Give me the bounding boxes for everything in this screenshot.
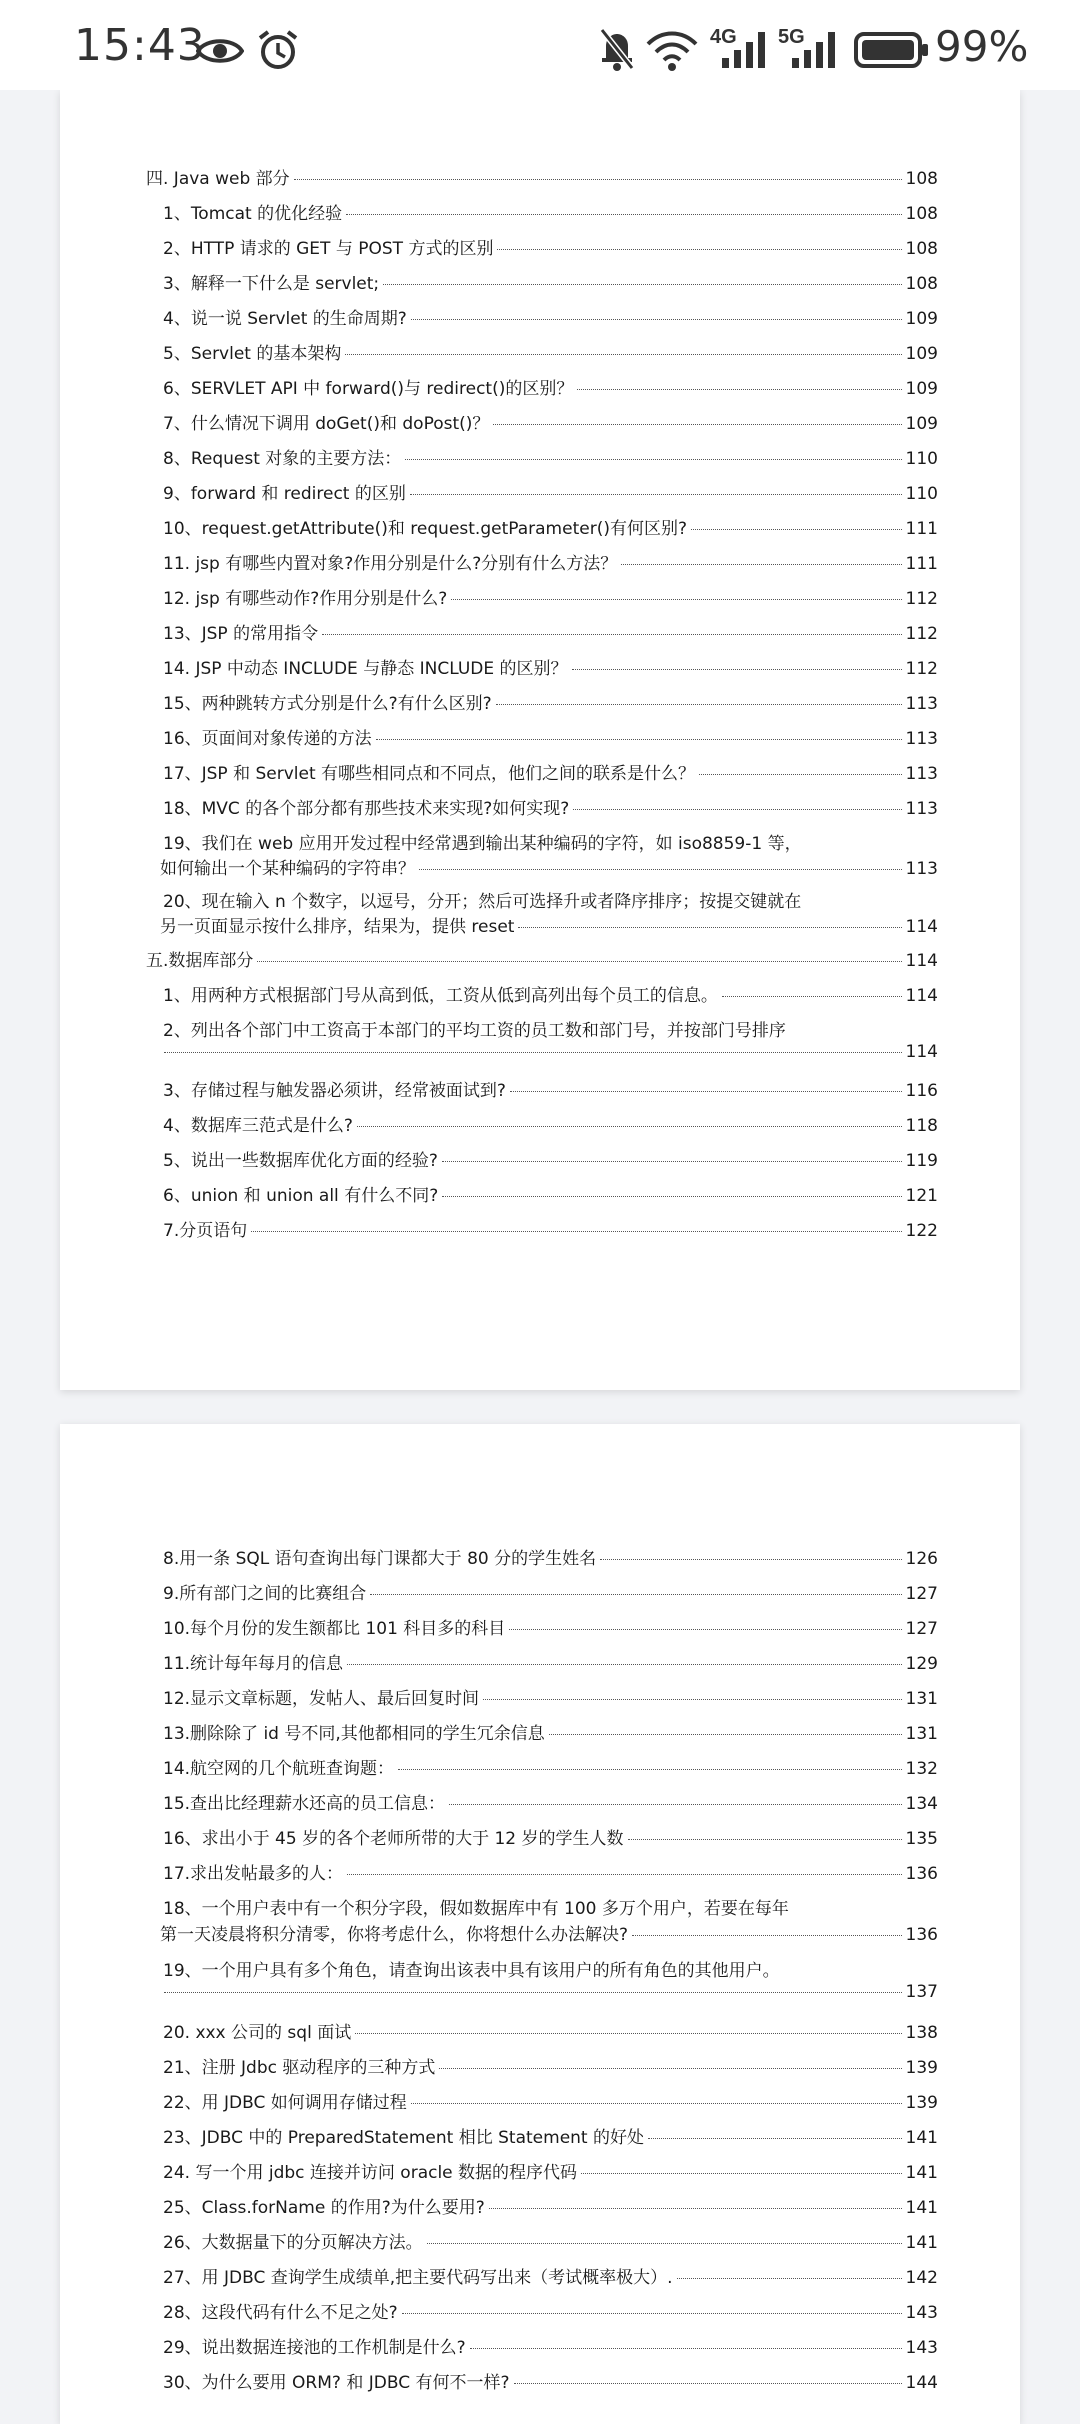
toc-entry[interactable] — [160, 854, 938, 879]
toc-leader-dots — [514, 2383, 902, 2384]
toc-entry-text: 21、注册 Jdbc 驱动程序的三种方式 — [163, 2058, 436, 2078]
toc-leader-dots — [410, 494, 902, 495]
toc-entry-text: 7、什么情况下调用 doGet()和 doPost()？ — [163, 414, 490, 434]
toc-leader-dots — [549, 1734, 902, 1735]
toc-entry[interactable] — [163, 2158, 938, 2183]
toc-page-number: 108 — [905, 169, 938, 189]
toc-entry-text: 14. JSP 中动态 INCLUDE 与静态 INCLUDE 的区别？ — [163, 659, 568, 679]
toc-entry-text: 四. Java web 部分 — [146, 169, 290, 189]
toc-leader-dots — [251, 1231, 901, 1232]
toc-page-number: 134 — [905, 1794, 938, 1814]
toc-page-number: 122 — [905, 1221, 938, 1241]
toc-entry[interactable] — [163, 1824, 938, 1849]
toc-entry-text: 15.查出比经理薪水还高的员工信息： — [163, 1794, 446, 1814]
toc-entry[interactable] — [163, 1146, 938, 1171]
toc-leader-dots — [345, 354, 901, 355]
toc-leader-dots — [699, 774, 902, 775]
toc-entry[interactable] — [163, 724, 938, 749]
toc-entry[interactable] — [163, 549, 938, 574]
toc-entry[interactable] — [163, 689, 938, 714]
toc-leader-dots — [470, 2348, 902, 2349]
toc-page-number: 144 — [905, 2373, 938, 2393]
toc-leader-dots — [427, 2243, 902, 2244]
toc-page-number: 114 — [905, 951, 938, 971]
document-page-1 — [60, 90, 1020, 1390]
toc-page-number: 114 — [905, 986, 938, 1006]
toc-entry-text: 19、我们在 web 应用开发过程中经常遇到输出某种编码的字符，如 iso8859-1 等， — [163, 834, 802, 854]
toc-leader-dots — [722, 996, 902, 997]
toc-entry[interactable] — [163, 2298, 938, 2323]
toc-entry[interactable] — [163, 1859, 938, 1884]
toc-leader-dots — [442, 1161, 902, 1162]
toc-entry-text: 3、存储过程与触发器必须讲，经常被面试到? — [163, 1081, 506, 1101]
toc-entry-text: 9、forward 和 redirect 的区别 — [163, 484, 406, 504]
toc-leader-dots — [451, 599, 901, 600]
toc-entry-text: 23、JDBC 中的 PreparedStatement 相比 Statement 的好处 — [163, 2128, 645, 2148]
toc-entry[interactable] — [163, 654, 938, 679]
toc-page-number: 136 — [905, 1864, 938, 1884]
battery-icon — [854, 32, 930, 68]
toc-page-number: 108 — [905, 274, 938, 294]
toc-page-number: 142 — [905, 2268, 938, 2288]
toc-entry[interactable] — [163, 199, 938, 224]
toc-entry-text: 4、说一说 Servlet 的生命周期? — [163, 309, 407, 329]
toc-leader-dots — [442, 1196, 901, 1197]
toc-entry-text: 1、Tomcat 的优化经验 — [163, 204, 343, 224]
toc-entry-text: 18、一个用户表中有一个积分字段，假如数据库中有 100 多万个用户，若要在每年 — [163, 1899, 789, 1919]
toc-leader-dots — [628, 1839, 902, 1840]
status-bar — [0, 0, 1080, 90]
toc-entry-text: 12. jsp 有哪些动作?作用分别是什么? — [163, 589, 448, 609]
toc-entry[interactable] — [163, 1649, 938, 1674]
toc-entry-text: 29、说出数据连接池的工作机制是什么? — [163, 2338, 466, 2358]
toc-entry[interactable] — [163, 2018, 938, 2043]
toc-leader-dots — [648, 2138, 902, 2139]
toc-page-number: 131 — [905, 1724, 938, 1744]
toc-page-number: 111 — [905, 519, 938, 539]
toc-page-number: 108 — [905, 204, 938, 224]
signal-5g-icon — [790, 30, 840, 70]
toc-entry[interactable] — [163, 794, 938, 819]
toc-leader-dots — [370, 1594, 901, 1595]
toc-page-number: 112 — [905, 659, 938, 679]
toc-leader-dots — [347, 1664, 902, 1665]
toc-page-number: 109 — [905, 344, 938, 364]
toc-entry-text: 6、SERVLET API 中 forward()与 redirect()的区别？ — [163, 379, 574, 399]
toc-entry-text: 12.显示文章标题，发帖人、最后回复时间 — [163, 1689, 480, 1709]
toc-entry-text: 五.数据库部分 — [146, 951, 254, 971]
toc-page-number: 109 — [905, 414, 938, 434]
toc-page-number: 136 — [905, 1925, 938, 1945]
toc-entry-text: 18、MVC 的各个部分都有那些技术来实现?如何实现? — [163, 799, 570, 819]
toc-entry[interactable] — [163, 2193, 938, 2218]
toc-entry-text: 13、JSP 的常用指令 — [163, 624, 319, 644]
toc-entry[interactable] — [160, 1042, 938, 1062]
toc-page-number: 141 — [905, 2198, 938, 2218]
toc-entry-text: 10、request.getAttribute()和 request.getParameter()有何区别? — [163, 519, 687, 539]
toc-leader-dots — [510, 1091, 902, 1092]
document-page-2 — [60, 1424, 1020, 2424]
toc-leader-dots — [572, 669, 902, 670]
toc-entry[interactable] — [163, 409, 938, 434]
toc-entry[interactable] — [163, 479, 938, 504]
toc-entry[interactable] — [160, 912, 938, 937]
toc-page-number: 110 — [905, 449, 938, 469]
toc-entry[interactable] — [163, 374, 938, 399]
toc-leader-dots — [600, 1559, 901, 1560]
toc-page-number: 110 — [905, 484, 938, 504]
toc-entry-text: 13.删除除了 id 号不同,其他都相同的学生冗余信息 — [163, 1724, 545, 1744]
toc-page-number: 141 — [905, 2233, 938, 2253]
toc-entry-text: 3、解释一下什么是 servlet; — [163, 274, 380, 294]
toc-entry[interactable] — [163, 619, 938, 644]
toc-entry-text: 16、求出小于 45 岁的各个老师所带的大于 12 岁的学生人数 — [163, 1829, 624, 1849]
toc-entry[interactable] — [163, 584, 938, 609]
toc-entry[interactable] — [163, 759, 938, 784]
toc-leader-dots — [294, 179, 902, 180]
toc-page-number: 108 — [905, 239, 938, 259]
toc-leader-dots — [347, 1874, 902, 1875]
toc-entry[interactable] — [163, 2368, 938, 2393]
toc-entry[interactable] — [163, 339, 938, 364]
toc-leader-dots — [489, 2208, 902, 2209]
toc-entry[interactable] — [163, 1111, 938, 1136]
toc-leader-dots — [493, 424, 901, 425]
toc-entry-text: 11. jsp 有哪些内置对象?作用分别是什么?分别有什么方法？ — [163, 554, 618, 574]
toc-entry-text: 8.用一条 SQL 语句查询出每门课都大于 80 分的学生姓名 — [163, 1549, 597, 1569]
toc-entry-text: 6、union 和 union all 有什么不同? — [163, 1186, 439, 1206]
toc-entry-text: 24. 写一个用 jdbc 连接并访问 oracle 数据的程序代码 — [163, 2163, 578, 2183]
toc-entry[interactable] — [163, 2123, 938, 2148]
toc-entry-text: 2、列出各个部门中工资高于本部门的平均工资的员工数和部门号，并按部门号排序 — [163, 1021, 786, 1041]
toc-entry[interactable] — [163, 1076, 938, 1101]
toc-page-number: 111 — [905, 554, 938, 574]
toc-leader-dots — [357, 1126, 902, 1127]
toc-entry-text: 11.统计每年每月的信息 — [163, 1654, 344, 1674]
toc-entry[interactable] — [163, 2228, 938, 2253]
toc-entry[interactable] — [163, 304, 938, 329]
status-time: 15:43 — [74, 20, 206, 71]
toc-leader-dots — [497, 249, 901, 250]
toc-page-number: 114 — [905, 1042, 938, 1062]
toc-page-number: 129 — [905, 1654, 938, 1674]
signal-4g-icon — [720, 30, 770, 70]
toc-page-number: 137 — [905, 1982, 938, 2002]
toc-leader-dots — [632, 1935, 902, 1936]
toc-leader-dots — [691, 529, 902, 530]
toc-leader-dots — [164, 1992, 902, 1993]
toc-leader-dots — [449, 1804, 902, 1805]
toc-entry-continuation: 第一天凌晨将积分清零，你将考虑什么，你将想什么办法解决? — [160, 1925, 629, 1945]
toc-page-number: 112 — [905, 589, 938, 609]
toc-entry-text: 8、Request 对象的主要方法： — [163, 449, 402, 469]
toc-leader-dots — [164, 1052, 902, 1053]
toc-entry[interactable] — [163, 1789, 938, 1814]
toc-entry[interactable] — [146, 164, 938, 189]
toc-leader-dots — [257, 961, 901, 962]
toc-entry-text: 17、JSP 和 Servlet 有哪些相同点和不同点，他们之间的联系是什么？ — [163, 764, 696, 784]
toc-leader-dots — [411, 319, 902, 320]
network-4g-label: 4G — [710, 26, 737, 48]
toc-entry[interactable] — [163, 2088, 938, 2113]
toc-entry-text: 17.求出发帖最多的人： — [163, 1864, 344, 1884]
toc-page-number: 113 — [905, 859, 938, 879]
toc-leader-dots — [577, 389, 901, 390]
toc-entry-text: 30、为什么要用 ORM? 和 JDBC 有何不一样? — [163, 2373, 510, 2393]
toc-entry[interactable] — [160, 1920, 938, 1945]
toc-page-number: 109 — [905, 309, 938, 329]
toc-page-number: 126 — [905, 1549, 938, 1569]
toc-leader-dots — [383, 284, 901, 285]
toc-entry-text: 10.每个月份的发生额都比 101 科目多的科目 — [163, 1619, 506, 1639]
toc-page-number: 114 — [905, 917, 938, 937]
toc-leader-dots — [405, 459, 901, 460]
toc-page-number: 113 — [905, 764, 938, 784]
toc-page-number: 143 — [905, 2338, 938, 2358]
toc-leader-dots — [439, 2068, 901, 2069]
toc-page-number: 141 — [905, 2128, 938, 2148]
toc-entry-text: 5、Servlet 的基本架构 — [163, 344, 342, 364]
toc-entry-text: 4、数据库三范式是什么? — [163, 1116, 353, 1136]
toc-page-number: 143 — [905, 2303, 938, 2323]
toc-leader-dots — [322, 634, 901, 635]
toc-entry-text: 2、HTTP 请求的 GET 与 POST 方式的区别 — [163, 239, 494, 259]
toc-entry[interactable] — [163, 1544, 938, 1569]
toc-page-number: 112 — [905, 624, 938, 644]
toc-entry[interactable] — [163, 1719, 938, 1744]
toc-page-number: 138 — [905, 2023, 938, 2043]
toc-leader-dots — [518, 927, 901, 928]
toc-entry-text: 15、两种跳转方式分别是什么?有什么区别? — [163, 694, 492, 714]
toc-leader-dots — [402, 2313, 902, 2314]
toc-leader-dots — [573, 809, 901, 810]
toc-page-number: 131 — [905, 1689, 938, 1709]
toc-entry[interactable] — [163, 1754, 938, 1779]
toc-entry[interactable] — [163, 514, 938, 539]
toc-entry-text: 22、用 JDBC 如何调用存储过程 — [163, 2093, 407, 2113]
toc-leader-dots — [346, 214, 901, 215]
toc-leader-dots — [483, 1699, 902, 1700]
toc-leader-dots — [581, 2173, 902, 2174]
eye-icon — [196, 34, 244, 68]
toc-entry-text: 20、现在输入 n 个数字，以逗号，分开；然后可选择升或者降序排序；按提交键就在 — [163, 892, 802, 912]
toc-entry-text: 26、大数据量下的分页解决方法。 — [163, 2233, 423, 2253]
toc-page-number: 139 — [905, 2058, 938, 2078]
toc-page-number: 132 — [905, 1759, 938, 1779]
toc-entry[interactable] — [163, 2053, 938, 2078]
toc-leader-dots — [398, 1769, 902, 1770]
toc-page-number: 127 — [905, 1584, 938, 1604]
network-5g-label: 5G — [778, 26, 805, 48]
toc-entry-text: 20. xxx 公司的 sql 面试 — [163, 2023, 352, 2043]
toc-entry[interactable] — [163, 269, 938, 294]
toc-entry-text: 16、页面间对象传递的方法 — [163, 729, 372, 749]
toc-page-number: 113 — [905, 799, 938, 819]
toc-leader-dots — [621, 564, 901, 565]
toc-entry[interactable] — [146, 946, 938, 971]
toc-entry[interactable] — [163, 1614, 938, 1639]
toc-entry-text: 7.分页语句 — [163, 1221, 248, 1241]
toc-leader-dots — [677, 2278, 902, 2279]
toc-leader-dots — [355, 2033, 901, 2034]
toc-entry-text: 14.航空网的几个航班查询题： — [163, 1759, 395, 1779]
toc-page-number: 118 — [905, 1116, 938, 1136]
toc-entry[interactable] — [163, 1684, 938, 1709]
toc-page-number: 119 — [905, 1151, 938, 1171]
toc-entry-text: 5、说出一些数据库优化方面的经验? — [163, 1151, 438, 1171]
wifi-icon — [644, 28, 700, 72]
toc-entry[interactable] — [163, 2263, 938, 2288]
toc-page-number: 139 — [905, 2093, 938, 2113]
toc-entry-text: 27、用 JDBC 查询学生成绩单,把主要代码写出来（考试概率极大）. — [163, 2268, 673, 2288]
toc-entry-text: 9.所有部门之间的比赛组合 — [163, 1584, 367, 1604]
toc-leader-dots — [411, 2103, 902, 2104]
toc-page-number: 116 — [905, 1081, 938, 1101]
toc-page-number: 121 — [905, 1186, 938, 1206]
toc-entry[interactable] — [163, 2333, 938, 2358]
toc-entry[interactable] — [163, 1181, 938, 1206]
toc-entry[interactable] — [163, 1216, 938, 1241]
toc-entry-continuation: 另一页面显示按什么排序，结果为，提供 reset — [160, 917, 515, 937]
toc-leader-dots — [419, 869, 902, 870]
toc-page-number: 135 — [905, 1829, 938, 1849]
toc-entry[interactable] — [163, 234, 938, 259]
toc-entry-text: 25、Class.forName 的作用?为什么要用? — [163, 2198, 485, 2218]
toc-entry-text: 19、一个用户具有多个角色，请查询出该表中具有该用户的所有角色的其他用户。 — [163, 1961, 780, 1981]
toc-leader-dots — [509, 1629, 901, 1630]
toc-page-number: 141 — [905, 2163, 938, 2183]
battery-percent: 99% — [935, 22, 1029, 71]
toc-page-number: 127 — [905, 1619, 938, 1639]
toc-leader-dots — [376, 739, 902, 740]
toc-entry[interactable] — [163, 444, 938, 469]
toc-page-number: 113 — [905, 729, 938, 749]
alarm-icon — [256, 28, 300, 72]
toc-page-number: 113 — [905, 694, 938, 714]
toc-entry-text: 28、这段代码有什么不足之处? — [163, 2303, 398, 2323]
toc-entry[interactable] — [163, 1579, 938, 1604]
toc-page-number: 109 — [905, 379, 938, 399]
toc-entry[interactable] — [160, 1982, 938, 2002]
toc-leader-dots — [496, 704, 902, 705]
toc-entry-continuation: 如何输出一个某种编码的字符串？ — [160, 859, 415, 879]
mute-icon — [598, 26, 636, 72]
toc-entry-text: 1、用两种方式根据部门号从高到低，工资从低到高列出每个员工的信息。 — [163, 986, 718, 1006]
toc-entry[interactable] — [163, 981, 938, 1006]
